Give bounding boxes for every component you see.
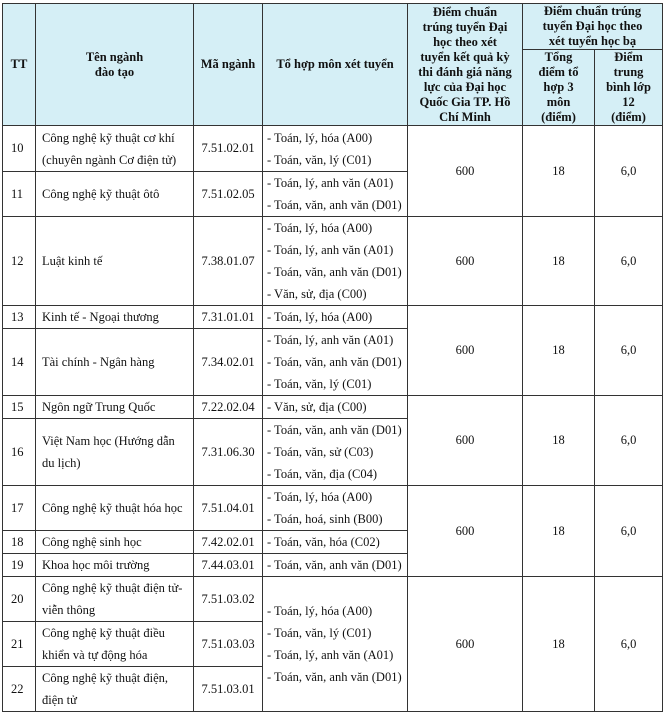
row-major-code: 7.44.03.01 bbox=[194, 554, 263, 577]
combo-line: - Toán, lý, hóa (A00) bbox=[267, 221, 373, 235]
row-major-name: Khoa học môi trường bbox=[36, 554, 194, 577]
header-dgnl-line: thi đánh giá năng bbox=[418, 64, 512, 79]
header-hocba-line: xét tuyển học bạ bbox=[548, 34, 637, 48]
row-major-code: 7.31.01.01 bbox=[194, 306, 263, 329]
combo-line: - Toán, lý, hóa (A00) bbox=[267, 490, 373, 504]
avg12-score: 6,0 bbox=[595, 217, 663, 306]
combo-line: - Toán, lý, hóa (A00) bbox=[267, 310, 373, 324]
row-subject-combo bbox=[263, 554, 408, 577]
row-tt: 13 bbox=[3, 306, 36, 329]
row-major-name: Luật kinh tế bbox=[36, 217, 194, 306]
dgnl-score: 600 bbox=[408, 577, 523, 712]
row-major-name: Tài chính - Ngân hàng bbox=[36, 329, 194, 396]
combo-line: - Toán, lý, anh văn (A01) bbox=[267, 176, 394, 190]
row-tt: 11 bbox=[3, 172, 36, 217]
row-major-name: Việt Nam học (Hướng dẫn du lịch) bbox=[36, 419, 194, 486]
header-dgnl-line: Chí Minh bbox=[439, 109, 491, 124]
total3-score: 18 bbox=[523, 126, 595, 217]
row-subject-combo bbox=[263, 329, 408, 396]
dgnl-score: 600 bbox=[408, 217, 523, 306]
table-row bbox=[3, 396, 663, 419]
header-hocba-group bbox=[523, 4, 663, 50]
row-major-name: Kinh tế - Ngoại thương bbox=[36, 306, 194, 329]
row-major-code: 7.51.02.01 bbox=[194, 126, 263, 172]
row-tt: 19 bbox=[3, 554, 36, 577]
row-major-name: Công nghệ kỹ thuật điện, điện tử bbox=[36, 667, 194, 712]
row-major-name: Công nghệ kỹ thuật ôtô bbox=[36, 172, 194, 217]
combo-line: - Toán, lý, hóa (A00) bbox=[267, 130, 373, 145]
combo-line: - Văn, sử, địa (C00) bbox=[267, 287, 367, 301]
row-major-code: 7.51.04.01 bbox=[194, 486, 263, 531]
total3-score: 18 bbox=[523, 217, 595, 306]
dgnl-score: 600 bbox=[408, 126, 523, 217]
row-tt: 10 bbox=[3, 126, 36, 172]
dgnl-score: 600 bbox=[408, 306, 523, 396]
header-major-name-line2: đào tạo bbox=[94, 64, 135, 79]
row-major-code: 7.42.02.01 bbox=[194, 531, 263, 554]
header-total3-line: Tổng bbox=[544, 50, 573, 64]
header-avg12-line: bình lớp bbox=[606, 80, 651, 94]
row-major-code: 7.51.03.03 bbox=[194, 622, 263, 667]
row-subject-combo bbox=[263, 306, 408, 329]
row-subject-combo bbox=[263, 419, 408, 486]
row-major-code: 7.51.03.02 bbox=[194, 577, 263, 622]
header-avg12-line: 12 bbox=[622, 95, 635, 109]
dgnl-score: 600 bbox=[408, 396, 523, 486]
avg12-score: 6,0 bbox=[595, 306, 663, 396]
row-subject-combo bbox=[263, 396, 408, 419]
combo-line: - Toán, văn, anh văn (D01) bbox=[267, 265, 402, 279]
header-total3-line: điểm tổ bbox=[538, 65, 579, 79]
header-total3-line: (điểm) bbox=[541, 110, 576, 124]
header-major-code: Mã ngành bbox=[194, 4, 263, 126]
row-tt: 22 bbox=[3, 667, 36, 712]
table-row bbox=[3, 486, 663, 531]
header-avg12-line: (điểm) bbox=[611, 110, 646, 124]
total3-score: 18 bbox=[523, 306, 595, 396]
row-tt: 14 bbox=[3, 329, 36, 396]
row-major-code: 7.51.03.01 bbox=[194, 667, 263, 712]
row-subject-combo bbox=[263, 126, 408, 172]
header-total3 bbox=[523, 50, 595, 126]
combo-line: - Toán, lý, anh văn (A01) bbox=[267, 648, 394, 662]
row-subject-combo bbox=[263, 486, 408, 531]
header-dgnl-line: lực của Đại học bbox=[423, 79, 507, 94]
row-tt: 15 bbox=[3, 396, 36, 419]
row-major-code: 7.22.02.04 bbox=[194, 396, 263, 419]
row-major-code: 7.51.02.05 bbox=[194, 172, 263, 217]
table-row bbox=[3, 577, 663, 622]
combo-line: - Toán, văn, lý (C01) bbox=[267, 152, 372, 167]
header-hocba-line: Điểm chuẩn trúng bbox=[543, 4, 642, 18]
header-dgnl-line: trúng tuyển Đại bbox=[422, 19, 508, 34]
row-subject-combo bbox=[263, 172, 408, 217]
header-subject-combo: Tổ hợp môn xét tuyển bbox=[263, 4, 408, 126]
avg12-score: 6,0 bbox=[595, 486, 663, 577]
header-dgnl-line: Điểm chuẩn bbox=[432, 4, 498, 19]
avg12-score: 6,0 bbox=[595, 577, 663, 712]
combo-line: - Văn, sử, địa (C00) bbox=[267, 400, 367, 414]
header-dgnl-line: học theo xét bbox=[433, 34, 497, 49]
header-major-name bbox=[36, 4, 194, 126]
combo-line: - Toán, văn, lý (C01) bbox=[267, 626, 372, 640]
row-major-code: 7.31.06.30 bbox=[194, 419, 263, 486]
combo-line: - Toán, lý, anh văn (A01) bbox=[267, 333, 394, 347]
header-tt: TT bbox=[3, 4, 36, 126]
header-avg12-line: Điểm bbox=[614, 50, 643, 64]
total3-score: 18 bbox=[523, 486, 595, 577]
header-hocba-line: tuyển Đại học theo bbox=[542, 19, 643, 33]
row-major-name: Công nghệ kỹ thuật cơ khí (chuyên ngành Cơ điện tử) bbox=[36, 126, 194, 172]
combo-line: - Toán, văn, địa (C04) bbox=[267, 467, 377, 481]
combo-line: - Toán, văn, anh văn (D01) bbox=[267, 558, 402, 572]
table-row bbox=[3, 217, 663, 306]
header-dgnl-line: tuyển kết quả kỳ bbox=[420, 49, 510, 64]
row-tt: 21 bbox=[3, 622, 36, 667]
header-avg12-line: trung bbox=[613, 65, 644, 79]
combo-line: - Toán, văn, sử (C03) bbox=[267, 445, 374, 459]
row-tt: 12 bbox=[3, 217, 36, 306]
admission-score-table bbox=[2, 3, 663, 712]
row-tt: 17 bbox=[3, 486, 36, 531]
combo-line: - Toán, văn, anh văn (D01) bbox=[267, 198, 402, 212]
total3-score: 18 bbox=[523, 577, 595, 712]
combo-line: - Toán, văn, hóa (C02) bbox=[267, 535, 380, 549]
row-major-name: Công nghệ kỹ thuật hóa học bbox=[36, 486, 194, 531]
header-total3-line: môn bbox=[546, 95, 571, 109]
combo-line: - Toán, lý, hóa (A00) bbox=[267, 604, 373, 618]
row-tt: 16 bbox=[3, 419, 36, 486]
header-total3-line: hợp 3 bbox=[543, 80, 574, 94]
combo-line: - Toán, văn, anh văn (D01) bbox=[267, 670, 402, 684]
combo-line: - Toán, lý, anh văn (A01) bbox=[267, 243, 394, 257]
table-row bbox=[3, 306, 663, 329]
total3-score: 18 bbox=[523, 396, 595, 486]
row-major-name: Công nghệ kỹ thuật điều khiển và tự động hóa bbox=[36, 622, 194, 667]
avg12-score: 6,0 bbox=[595, 126, 663, 217]
row-major-name: Công nghệ sinh học bbox=[36, 531, 194, 554]
row-major-code: 7.38.01.07 bbox=[194, 217, 263, 306]
table-row bbox=[3, 126, 663, 172]
row-subject-combo bbox=[263, 531, 408, 554]
row-major-name: Công nghệ kỹ thuật điện tử- viễn thông bbox=[36, 577, 194, 622]
row-major-name: Ngôn ngữ Trung Quốc bbox=[36, 396, 194, 419]
combo-line: - Toán, văn, anh văn (D01) bbox=[267, 355, 402, 369]
header-dgnl-score bbox=[408, 4, 523, 126]
combo-line: - Toán, văn, anh văn (D01) bbox=[267, 423, 402, 437]
row-tt: 20 bbox=[3, 577, 36, 622]
row-tt: 18 bbox=[3, 531, 36, 554]
combo-line: - Toán, hoá, sinh (B00) bbox=[267, 512, 383, 526]
row-major-code: 7.34.02.01 bbox=[194, 329, 263, 396]
header-dgnl-line: Quốc Gia TP. Hồ bbox=[419, 94, 511, 109]
header-major-name-line1: Tên ngành bbox=[85, 49, 144, 64]
header-avg12 bbox=[595, 50, 663, 126]
combo-line: - Toán, văn, lý (C01) bbox=[267, 377, 372, 391]
dgnl-score: 600 bbox=[408, 486, 523, 577]
row-subject-combo bbox=[263, 217, 408, 306]
avg12-score: 6,0 bbox=[595, 396, 663, 486]
row-subject-combo bbox=[263, 577, 408, 712]
